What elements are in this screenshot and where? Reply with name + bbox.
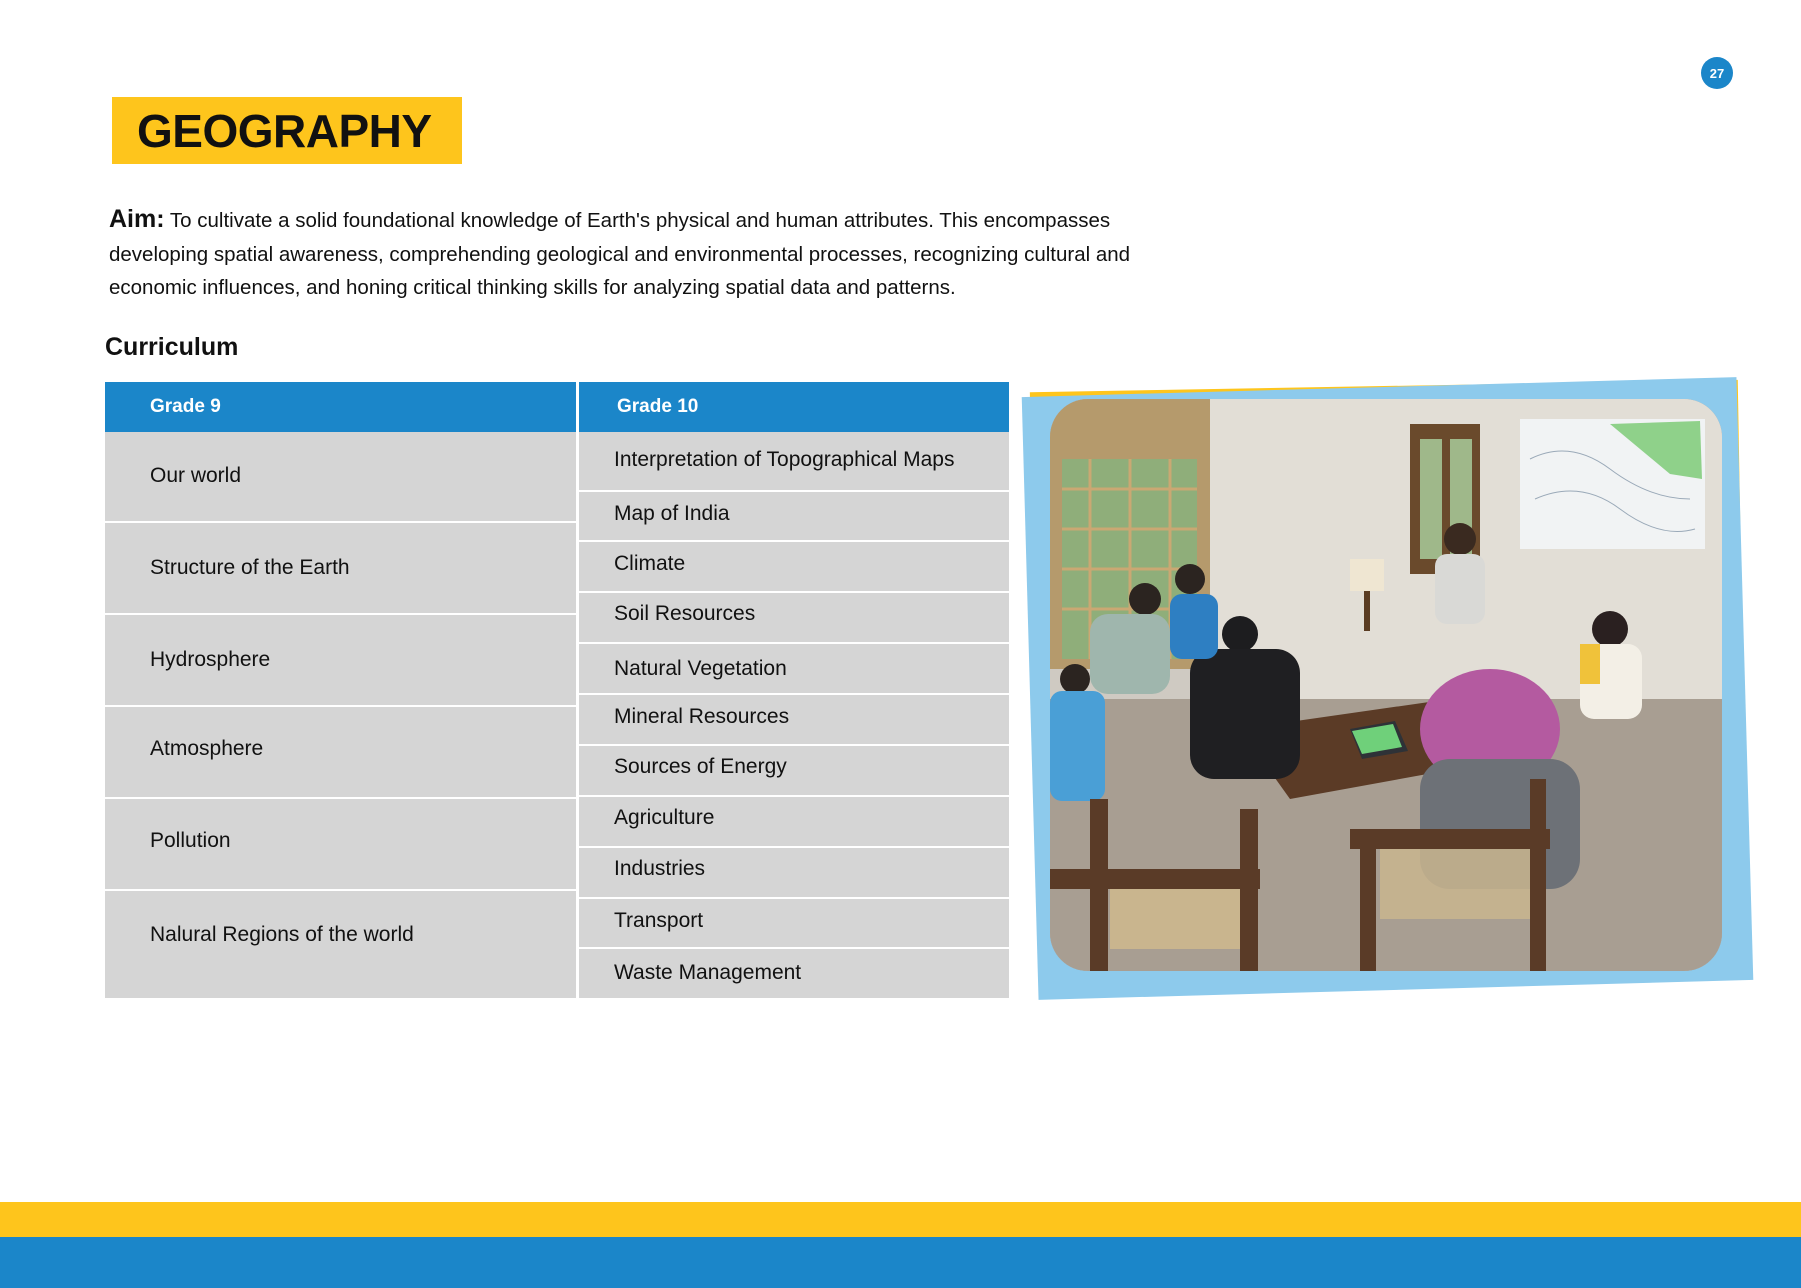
- page-title: GEOGRAPHY: [137, 104, 432, 157]
- grade10-topic: Industries: [614, 857, 706, 880]
- row-divider: [105, 521, 576, 523]
- column-divider: [576, 382, 579, 998]
- row-divider: [579, 897, 1009, 899]
- grade9-topic: Structure of the Earth: [150, 556, 350, 579]
- row-divider: [579, 947, 1009, 949]
- row-divider: [579, 540, 1009, 542]
- page-number-badge: 27: [1701, 57, 1733, 89]
- header-grade-9: Grade 9: [150, 396, 221, 417]
- grade9-topic: Our world: [150, 464, 242, 487]
- row-divider: [579, 642, 1009, 644]
- row-divider: [579, 846, 1009, 848]
- footer-band-yellow: [0, 1202, 1801, 1238]
- grade10-topic: Soil Resources: [614, 602, 756, 625]
- grade10-topic: Agriculture: [614, 806, 715, 829]
- row-divider: [579, 795, 1009, 797]
- aim-text: To cultivate a solid foundational knowledge of Earth's physical and human attributes. This encompasses developing spatial awareness, comprehending geological and environmental processes, recognizing cultural and economic influences, and honing critical thinking skills for analyzing spatial data and patterns.: [109, 209, 1131, 299]
- table-header: [105, 382, 1009, 432]
- row-divider: [579, 490, 1009, 492]
- row-divider: [105, 613, 576, 615]
- row-divider: [579, 591, 1009, 593]
- grade9-topic: Atmosphere: [150, 737, 264, 760]
- classroom-photo: [1050, 399, 1722, 971]
- row-divider: [105, 797, 576, 799]
- curriculum-heading: Curriculum: [105, 333, 239, 361]
- grade9-topic: Hydrosphere: [150, 648, 271, 671]
- grade9-topic: Pollution: [150, 829, 231, 852]
- row-divider: [105, 705, 576, 707]
- grade9-topic: Nalural Regions of the world: [150, 923, 414, 946]
- grade10-topic: Transport: [614, 909, 704, 932]
- grade10-topic: Sources of Energy: [614, 755, 787, 778]
- curriculum-table: [105, 382, 1009, 998]
- grade10-topic: Interpretation of Topographical Maps: [614, 448, 955, 471]
- row-divider: [105, 889, 576, 891]
- header-grade-10: Grade 10: [617, 396, 699, 417]
- section-title-box: [112, 97, 462, 164]
- grade10-topic: Waste Management: [614, 961, 802, 984]
- aim-label: Aim:: [109, 205, 165, 233]
- grade10-topic: Climate: [614, 552, 686, 575]
- grade10-topic: Map of India: [614, 502, 730, 525]
- footer-band-blue: [0, 1237, 1801, 1288]
- classroom-photo-frame: [1030, 372, 1742, 1008]
- grade10-topic: Mineral Resources: [614, 705, 790, 728]
- row-divider: [579, 693, 1009, 695]
- grade10-topic: Natural Vegetation: [614, 657, 787, 680]
- aim-paragraph: [109, 203, 1169, 305]
- row-divider: [579, 744, 1009, 746]
